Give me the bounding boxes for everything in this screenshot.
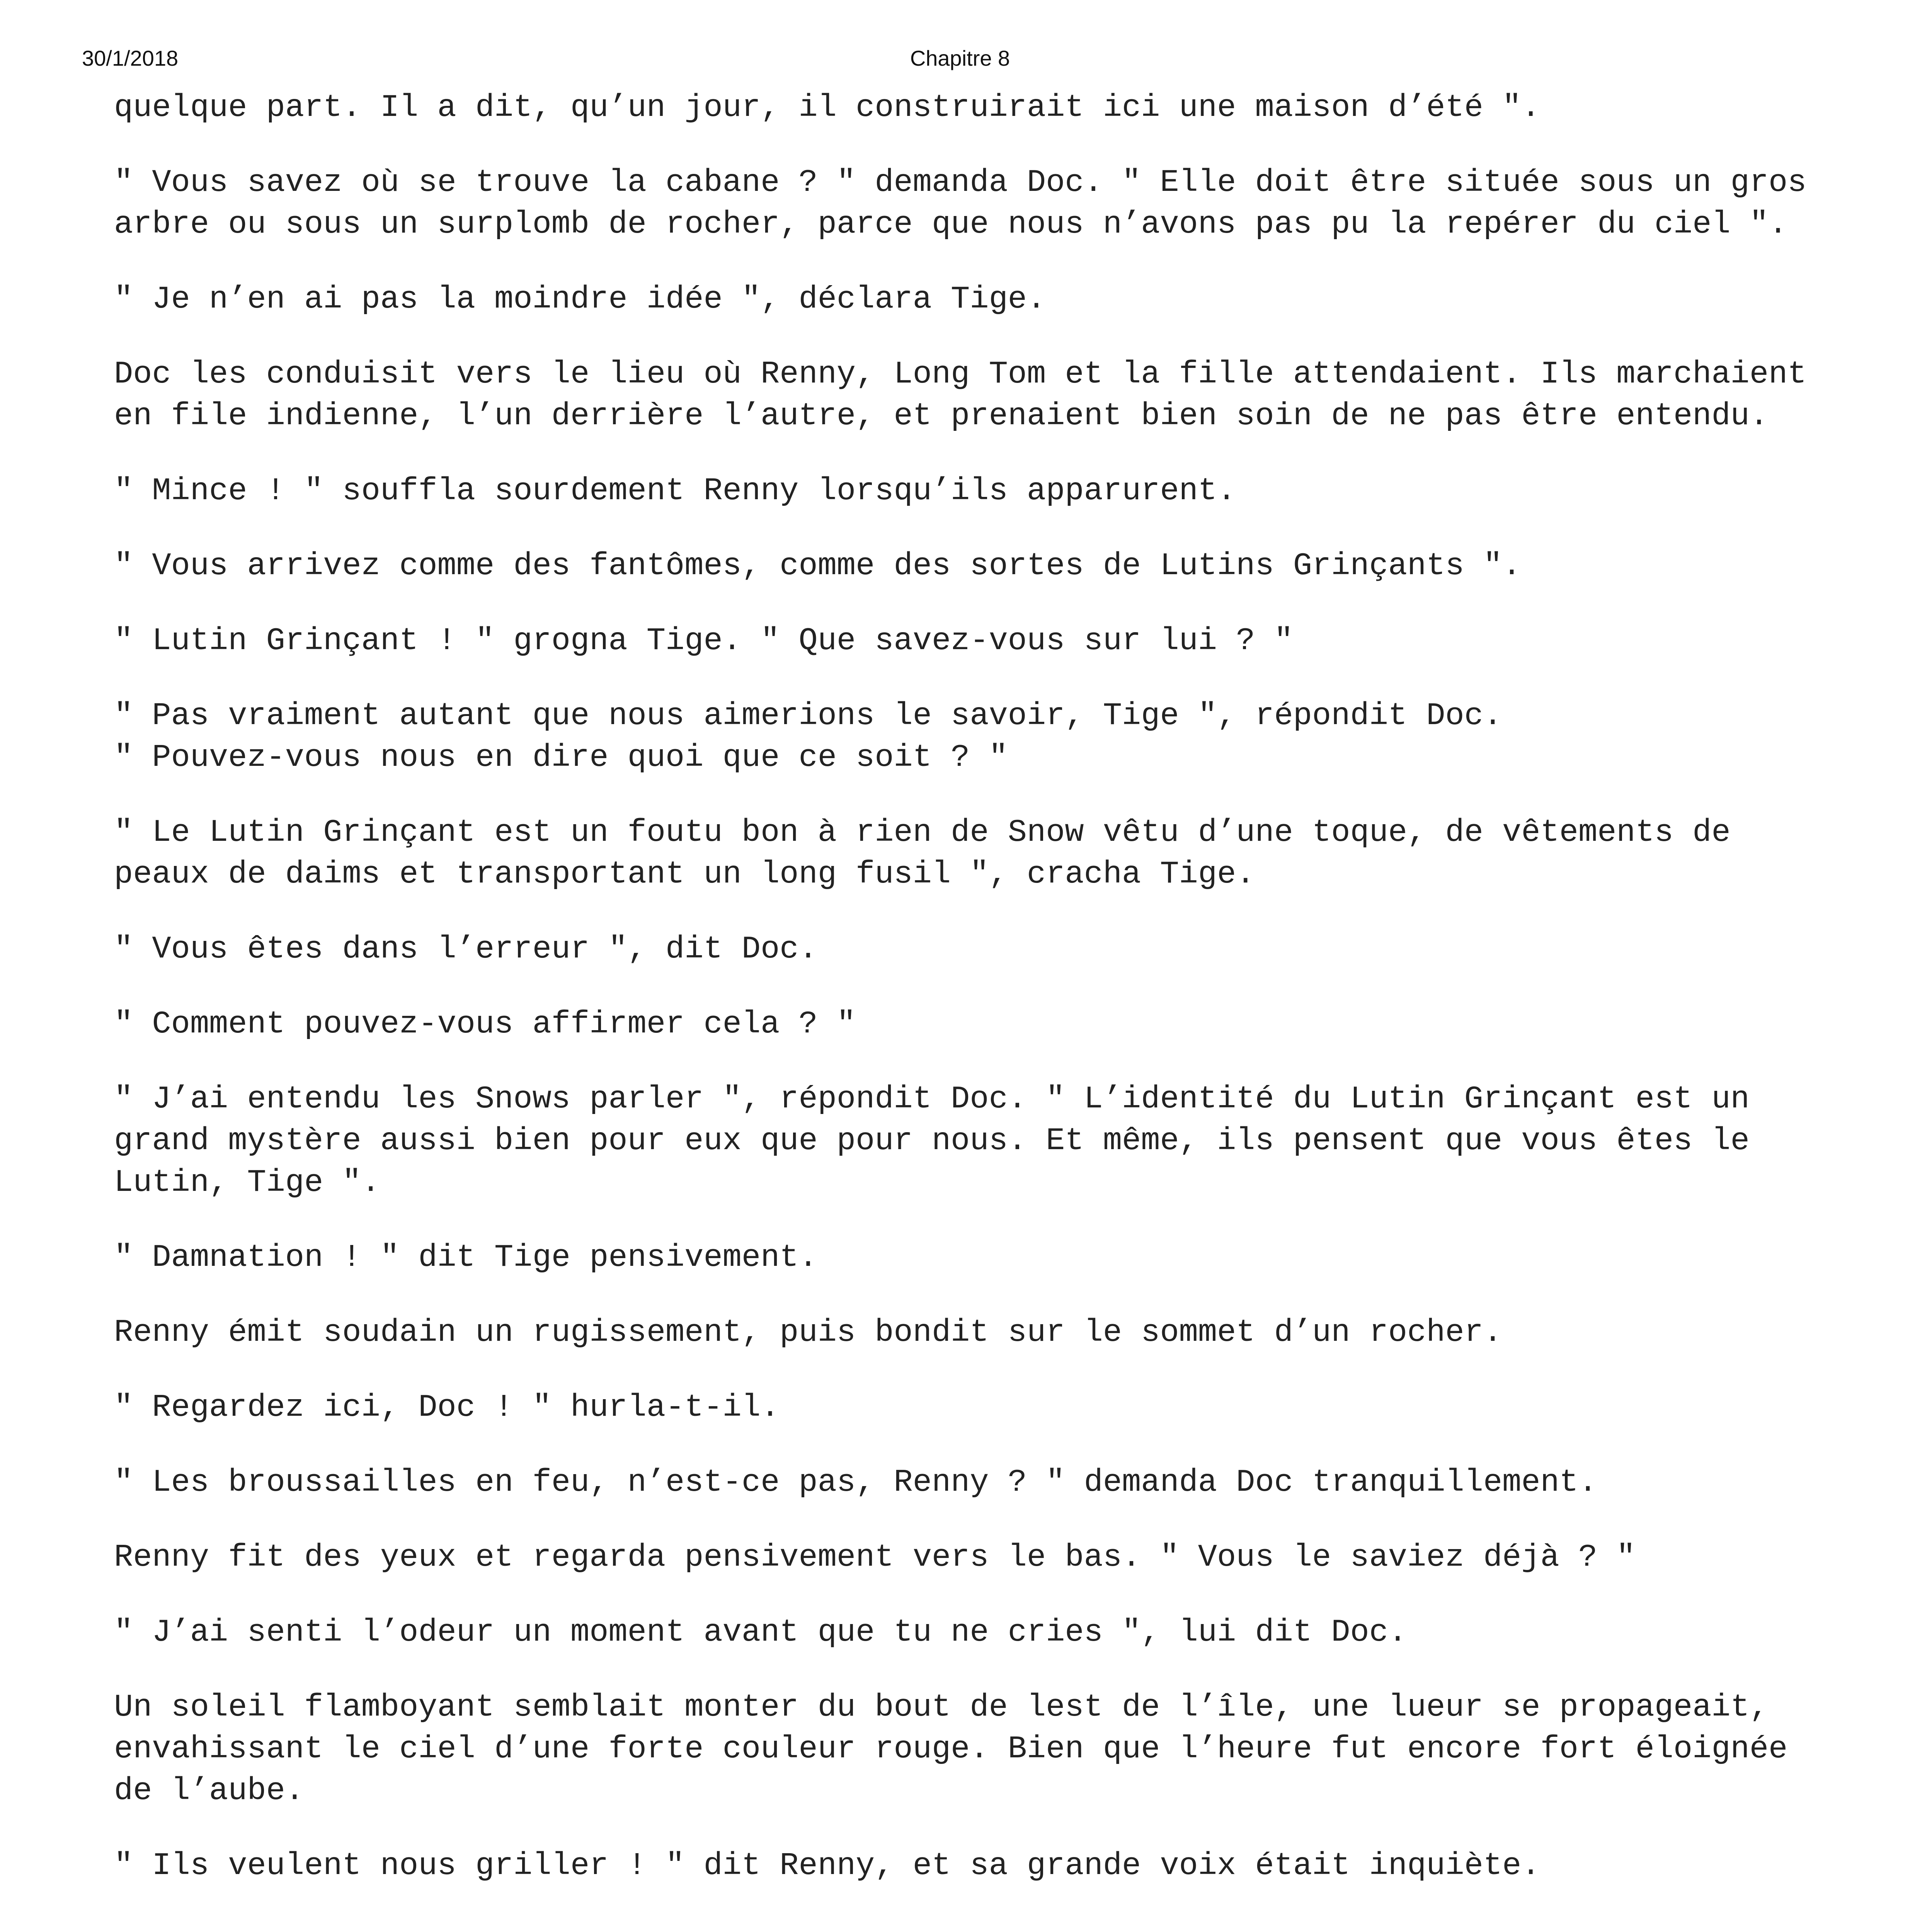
- paragraph: " J’ai entendu les Snows parler ", répondit Doc. " L’identité du Lutin Grinçant est un grand mystère aussi bien pour eux que pour nous. Et même, ils pensent que vous êtes le Lutin, Tige ".: [114, 1081, 1769, 1201]
- paragraph: " Ils veulent nous griller ! " dit Renny, et sa grande voix était inquiète.: [114, 1848, 1540, 1884]
- paragraph: " Je n’en ai pas la moindre idée ", déclara Tige.: [114, 281, 1046, 317]
- paragraph: Renny émit soudain un rugissement, puis bondit sur le sommet d’un rocher.: [114, 1315, 1503, 1350]
- paragraph: " Les broussailles en feu, n’est-ce pas, Renny ? " demanda Doc tranquillement.: [114, 1464, 1598, 1500]
- paragraph: " Lutin Grinçant ! " grogna Tige. " Que savez-vous sur lui ? ": [114, 623, 1293, 659]
- paragraph: " Vous arrivez comme des fantômes, comme des sortes de Lutins Grinçants ".: [114, 548, 1522, 584]
- paragraph: " Comment pouvez-vous affirmer cela ? ": [114, 1006, 856, 1042]
- print-date: 30/1/2018: [82, 46, 179, 70]
- paragraph: " J’ai senti l’odeur un moment avant que tu ne cries ", lui dit Doc.: [114, 1614, 1408, 1650]
- paragraph: " Mince ! " souffla sourdement Renny lorsqu’ils apparurent.: [114, 473, 1236, 509]
- paragraph: " Vous êtes dans l’erreur ", dit Doc.: [114, 931, 818, 967]
- paragraph: Renny fit des yeux et regarda pensivement vers le bas. " Vous le saviez déjà ? ": [114, 1539, 1636, 1575]
- paragraph: Doc les conduisit vers le lieu où Renny, Long Tom et la fille attendaient. Ils marchaient en file indienne, l’un derrière l’autre, et prenaient bien soin de ne pas être entendu.: [114, 356, 1826, 434]
- print-title: Chapitre 8: [910, 46, 1010, 70]
- print-header: [0, 46, 1920, 80]
- paragraph: " Vous savez où se trouve la cabane ? " demanda Doc. " Elle doit être située sous un gros arbre ou sous un surplomb de rocher, parce que nous n’avons pas pu la repérer du ciel ".: [114, 165, 1826, 242]
- paragraph: " Damnation ! " dit Tige pensivement.: [114, 1240, 818, 1276]
- paragraph: " Regardez ici, Doc ! " hurla-t-il.: [114, 1389, 780, 1425]
- paragraph: " Le Lutin Grinçant est un foutu bon à rien de Snow vêtu d’une toque, de vêtements de peaux de daims et transportant un long fusil ", cracha Tige.: [114, 815, 1750, 892]
- paragraph: quelque part. Il a dit, qu’un jour, il construirait ici une maison d’été ".: [114, 90, 1540, 126]
- chapter-text: [114, 87, 1834, 1920]
- paragraph: Un soleil flamboyant semblait monter du bout de lest de l’île, une lueur se propageait, envahissant le ciel d’une forte couleur rouge. Bien que l’heure fut encore fort éloignée de l’aube.: [114, 1689, 1807, 1809]
- paragraph: " Pas vraiment autant que nous aimerions le savoir, Tige ", répondit Doc. " Pouvez-vous nous en dire quoi que ce soit ? ": [114, 698, 1503, 776]
